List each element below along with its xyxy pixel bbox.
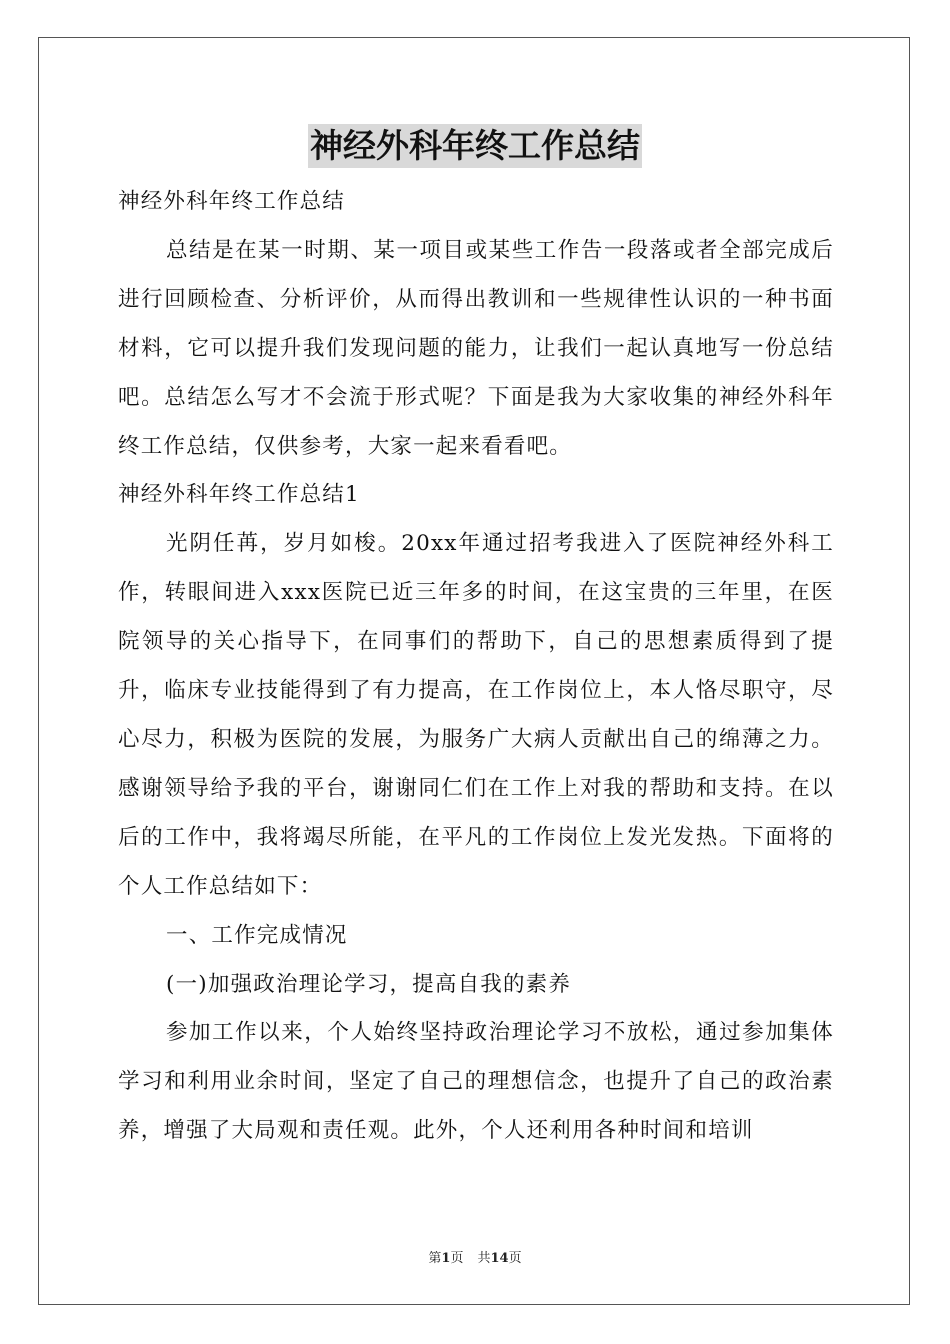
intro-paragraph: 总结是在某一时期、某一项目或某些工作告一段落或者全部完成后进行回顾检查、分析评价，从而得出教训和一些规律性认识的一种书面材料，它可以提升我们发现问题的能力，让我们一起认真地写一份总结吧。总结怎么写才不会流于形式呢？下面是我为大家收集的神经外科年终工作总结，仅供参考，大家一起来看看吧。 [118,237,834,459]
total-suffix: 页 [508,1251,522,1266]
title-container [0,124,950,168]
subheading-work-status: 一、工作完成情况 [166,922,348,948]
body-paragraph-2: 参加工作以来，个人始终坚持政治理论学习不放松，通过参加集体学习和利用业余时间，坚定了自己的理想信念，也提升了自己的政治素养，增强了大局观和责任观。此外，个人还利用各种时间和培训 [118,1020,834,1144]
total-prefix: 共 [477,1251,491,1266]
document-body [118,178,834,1156]
body-paragraph-1: 光阴任苒，岁月如梭。20xx年通过招考我进入了医院神经外科工作，转眼间进入xxx医院已近三年多的时间，在这宝贵的三年里，在医院领导的关心指导下，在同事们的帮助下，自己的思想素质得到了提升，临床专业技能得到了有力提高，在工作岗位上，本人恪尽职守，尽心尽力，积极为医院的发展，为服务广大病人贡献出自己的绵薄之力。感谢领导给予我的平台，谢谢同仁们在工作上对我的帮助和支持。在以后的工作中，我将竭尽所能，在平凡的工作岗位上发光发热。下面将的个人工作总结如下： [118,531,834,899]
document-title: 神经外科年终工作总结 [308,124,642,168]
page-footer [0,1247,950,1266]
page-prefix: 第 [428,1251,442,1266]
page-number: 1 [441,1251,451,1266]
page-suffix: 页 [450,1251,464,1266]
section-heading: 神经外科年终工作总结1 [118,482,360,508]
subheading-political-study: (一)加强政治理论学习，提高自我的素养 [166,971,572,997]
document-subtitle: 神经外科年终工作总结 [118,189,346,214]
total-pages: 14 [490,1251,509,1266]
